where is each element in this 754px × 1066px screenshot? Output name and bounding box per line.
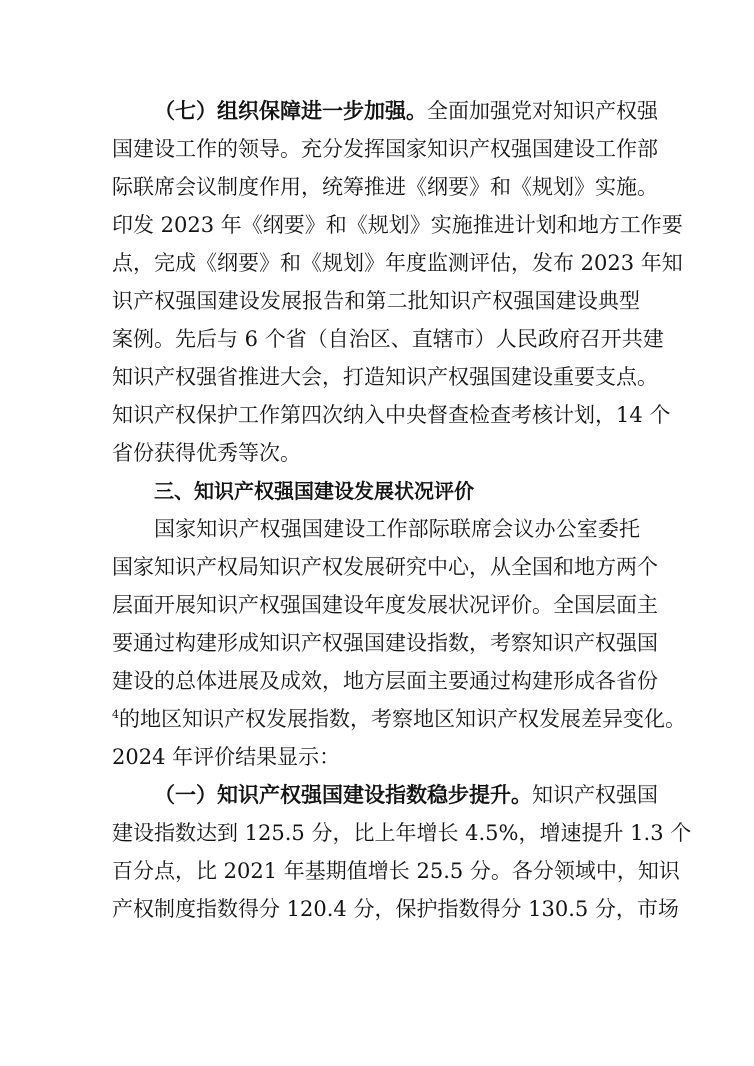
paragraph-line: 案例。先后与 6 个省（自治区、直辖市）人民政府召开共建 xyxy=(112,327,664,351)
paragraph-line: 印发 2023 年《纲要》和《规划》实施推进计划和地方工作要 xyxy=(112,213,683,237)
paragraph-line xyxy=(112,705,686,733)
footnote-reference[interactable]: 4 xyxy=(112,708,119,721)
paragraph-line: 知识产权保护工作第四次纳入中央督查检查考核计划，14 个 xyxy=(112,403,671,427)
paragraph-line: 际联席会议制度作用，统筹推进《纲要》和《规划》实施。 xyxy=(112,175,658,199)
paragraph-text: 全面加强党对知识产权强 xyxy=(427,99,658,123)
paragraph-line: 点，完成《纲要》和《规划》年度监测评估，发布 2023 年知 xyxy=(112,251,683,275)
paragraph-line: 建设的总体进展及成效，地方层面主要通过构建形成各省份 xyxy=(112,669,658,693)
paragraph-line xyxy=(154,97,658,125)
paragraph-line: 省份获得优秀等次。 xyxy=(112,441,301,465)
paragraph-line: 国家知识产权局知识产权发展研究中心，从全国和地方两个 xyxy=(112,555,658,579)
paragraph-line: 要通过构建形成知识产权强国建设指数，考察知识产权强国 xyxy=(112,631,658,655)
paragraph-text: 的地区知识产权发展指数，考察地区知识产权发展差异变化。 xyxy=(119,707,686,731)
paragraph-line xyxy=(154,781,658,809)
paragraph-line: 2024 年评价结果显示： xyxy=(112,745,341,769)
paragraph-line: 层面开展知识产权强国建设年度发展状况评价。全国层面主 xyxy=(112,593,658,617)
paragraph-text: 知识产权强国 xyxy=(532,783,658,807)
paragraph-line: 国家知识产权强国建设工作部际联席会议办公室委托 xyxy=(154,517,640,541)
paragraph-lead-heading: （七）组织保障进一步加强。 xyxy=(154,99,427,123)
paragraph-line: 知识产权强省推进大会，打造知识产权强国建设重要支点。 xyxy=(112,365,658,389)
paragraph-line: 国建设工作的领导。充分发挥国家知识产权强国建设工作部 xyxy=(112,137,658,161)
paragraph-line: 识产权强国建设发展报告和第二批知识产权强国建设典型 xyxy=(112,289,640,313)
section-heading: 三、知识产权强国建设发展状况评价 xyxy=(154,479,474,503)
paragraph-line: 产权制度指数得分 120.4 分，保护指数得分 130.5 分，市场 xyxy=(112,897,679,921)
paragraph-lead-heading: （一）知识产权强国建设指数稳步提升。 xyxy=(154,783,532,807)
paragraph-line: 建设指数达到 125.5 分，比上年增长 4.5%，增速提升 1.3 个 xyxy=(112,821,692,845)
paragraph-line: 百分点，比 2021 年基期值增长 25.5 分。各分领域中，知识 xyxy=(112,859,680,883)
